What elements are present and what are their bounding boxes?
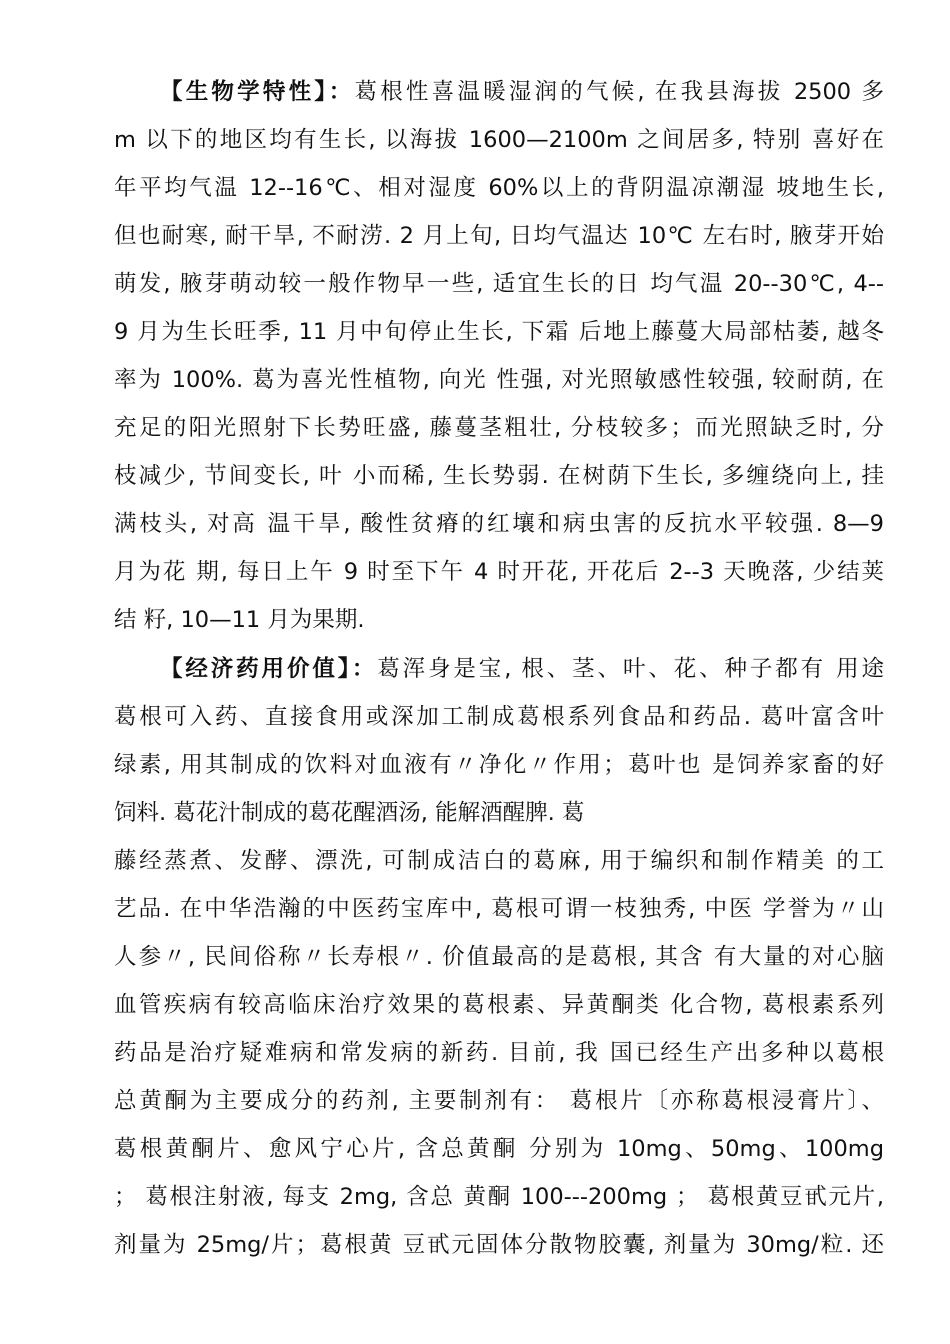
paragraph-line: 剂量为 25mg/片；葛根黄 豆甙元固体分散物胶囊, 剂量为 30mg/粒. 还 xyxy=(114,1232,884,1258)
paragraph-line: 饲料. 葛花汁制成的葛花醒酒汤, 能解酒醒脾. 葛 xyxy=(114,800,585,826)
paragraph-line: 充足的阳光照射下长势旺盛, 藤蔓茎粗壮, 分枝较多；而光照缺乏时, 分 xyxy=(114,415,884,441)
paragraph-text: 葛浑身是宝, 根、茎、叶、花、种子都有 用途 xyxy=(377,656,884,682)
paragraph-line: 但也耐寒, 耐干旱, 不耐涝. 2 月上旬, 日均气温达 10℃ 左右时, 腋芽开始 xyxy=(114,223,884,249)
paragraph-line: 血管疾病有较高临床治疗效果的葛根素、异黄酮类 化合物, 葛根素系列 xyxy=(114,992,884,1018)
paragraph-line: 总黄酮为主要成分的药剂, 主要制剂有： 葛根片〔亦称葛根浸膏片〕、 xyxy=(114,1088,884,1114)
paragraph-line: 绿素, 用其制成的饮料对血液有〃净化〃作用；葛叶也 是饲养家畜的好 xyxy=(114,752,884,778)
paragraph-line: 枝减少, 节间变长, 叶 小而稀, 生长势弱. 在树荫下生长, 多缠绕向上, 挂 xyxy=(114,463,884,489)
section-heading-economic-value: 【经济药用价值】： xyxy=(160,656,378,682)
section-heading-biology: 【生物学特性】： xyxy=(160,79,355,105)
paragraph-line: 月为花 期, 每日上午 9 时至下午 4 时开花, 开花后 2--3 天晚落, 少结荚 xyxy=(114,559,884,585)
paragraph-line: 年平均气温 12--16℃、相对湿度 60%以上的背阴温凉潮湿 坡地生长, xyxy=(114,175,884,201)
paragraph-line: ； 葛根注射液, 每支 2mg, 含总 黄酮 100---200mg ； 葛根黄豆甙元片, xyxy=(114,1184,884,1210)
paragraph-line: 满枝头, 对高 温干旱, 酸性贫瘠的红壤和病虫害的反抗水平较强. 8—9 xyxy=(114,511,884,537)
paragraph-line: 9 月为生长旺季, 11 月中旬停止生长, 下霜 后地上藤蔓大局部枯萎, 越冬 xyxy=(114,319,884,345)
paragraph-line: 艺品. 在中华浩瀚的中医药宝库中, 葛根可谓一枝独秀, 中医 学誉为〃山 xyxy=(114,896,884,922)
paragraph-text: 葛根性喜温暖湿润的气候, 在我县海拔 2500 多 xyxy=(354,79,884,105)
paragraph-line: 结 籽, 10—11 月为果期. xyxy=(114,607,365,633)
paragraph-line: 萌发, 腋芽萌动较一般作物早一些, 适宜生长的日 均气温 20--30℃, 4-- xyxy=(114,271,884,297)
section-1-first-line xyxy=(160,75,884,109)
paragraph-line: 人参〃, 民间俗称〃长寿根〃. 价值最高的是葛根, 其含 有大量的对心脑 xyxy=(114,944,884,970)
paragraph-line: 葛根可入药、直接食用或深加工制成葛根系列食品和药品. 葛叶富含叶 xyxy=(114,704,884,730)
paragraph-line: 率为 100%. 葛为喜光性植物, 向光 性强, 对光照敏感性较强, 较耐荫, 在 xyxy=(114,367,884,393)
paragraph-line: 药品是治疗疑难病和常发病的新药. 目前, 我 国已经生产出多种以葛根 xyxy=(114,1040,884,1066)
paragraph-line: 葛根黄酮片、愈风宁心片, 含总黄酮 分别为 10mg、50mg、100mg xyxy=(114,1136,884,1162)
paragraph-line: 藤经蒸煮、发酵、漂洗, 可制成洁白的葛麻, 用于编织和制作精美 的工 xyxy=(114,848,884,874)
section-2-first-line xyxy=(160,652,884,686)
paragraph-line: m 以下的地区均有生长, 以海拔 1600—2100m 之间居多, 特别 喜好在 xyxy=(114,127,884,153)
